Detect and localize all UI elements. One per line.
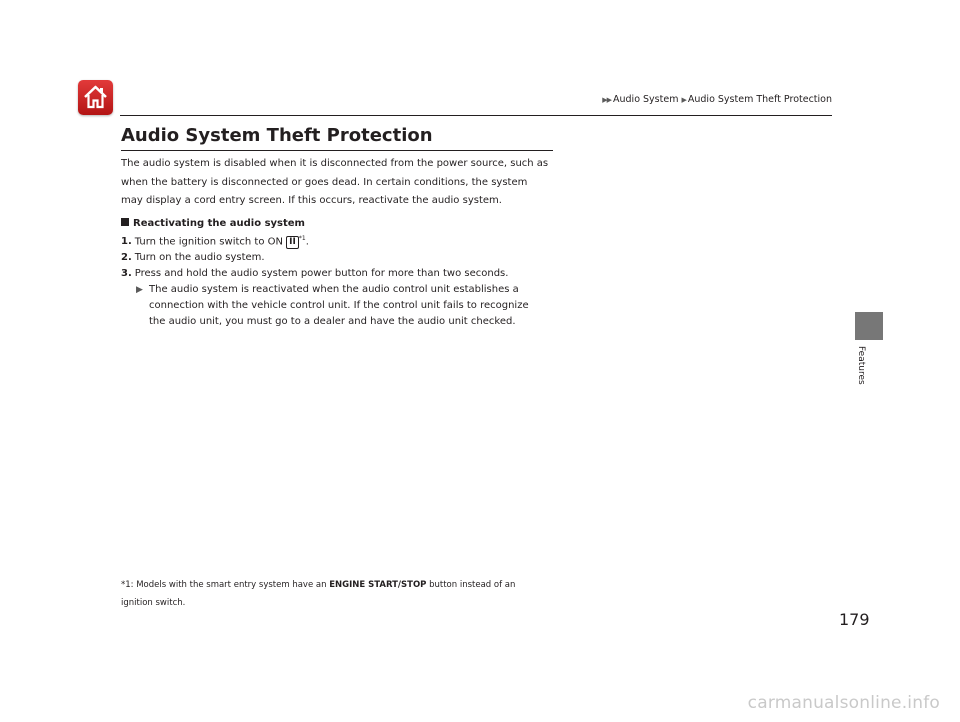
breadcrumb-current: Audio System Theft Protection	[687, 94, 832, 105]
step-punct: .	[305, 236, 309, 248]
home-button[interactable]	[78, 80, 113, 115]
breadcrumb	[602, 94, 832, 105]
step-number: 1.	[121, 236, 132, 248]
page-title: Audio System Theft Protection	[121, 125, 433, 146]
arrow-icon: ▶	[136, 285, 143, 296]
section-heading	[121, 218, 305, 229]
step-number: 2.	[121, 252, 132, 264]
watermark: carmanualsonline.info	[747, 693, 940, 713]
arrow-icon: ▶	[681, 96, 686, 104]
footnote-suffix: button instead of an	[429, 580, 516, 590]
double-arrow-icon: ▶▶	[602, 96, 611, 104]
header-divider	[120, 115, 832, 116]
chapter-tab[interactable]	[855, 312, 883, 340]
step-1	[121, 231, 561, 250]
section-heading-text: Reactivating the audio system	[133, 218, 305, 229]
step-3	[121, 266, 561, 282]
chapter-tab-label: Features	[856, 346, 866, 385]
home-icon	[82, 84, 109, 111]
step-result	[121, 282, 561, 330]
intro-line: when the battery is disconnected or goes dead. In certain conditions, the system	[121, 176, 528, 188]
step-text: Press and hold the audio system power button for more than two seconds.	[134, 268, 509, 280]
footnote-line2: ignition switch.	[121, 598, 186, 608]
footnote-prefix: *1: Models with the smart entry system have an	[121, 580, 327, 590]
title-underline	[121, 150, 553, 151]
step-text: Turn on the audio system.	[134, 252, 265, 264]
ignition-key-badge: II	[286, 236, 299, 249]
page-number: 179	[839, 610, 870, 629]
result-line: connection with the vehicle control unit. If the control unit fails to recognize	[149, 300, 529, 312]
step-number: 3.	[121, 268, 132, 280]
square-bullet-icon	[121, 218, 129, 226]
footnote	[121, 576, 561, 612]
result-line: the audio unit, you must go to a dealer and have the audio unit checked.	[149, 316, 516, 328]
step-text: Turn the ignition switch to ON	[134, 236, 283, 248]
step-2	[121, 250, 561, 266]
intro-line: The audio system is disabled when it is disconnected from the power source, such as	[121, 158, 549, 169]
intro-paragraph	[121, 155, 561, 211]
steps-list	[121, 231, 561, 330]
intro-line: may display a cord entry screen. If this occurs, reactivate the audio system.	[121, 195, 502, 206]
footnote-ref[interactable]: *1	[298, 235, 306, 242]
breadcrumb-link-audio-system[interactable]: Audio System	[613, 94, 679, 105]
footnote-bold: ENGINE START/STOP	[329, 580, 427, 590]
result-line: The audio system is reactivated when the audio control unit establishes a	[149, 284, 519, 296]
